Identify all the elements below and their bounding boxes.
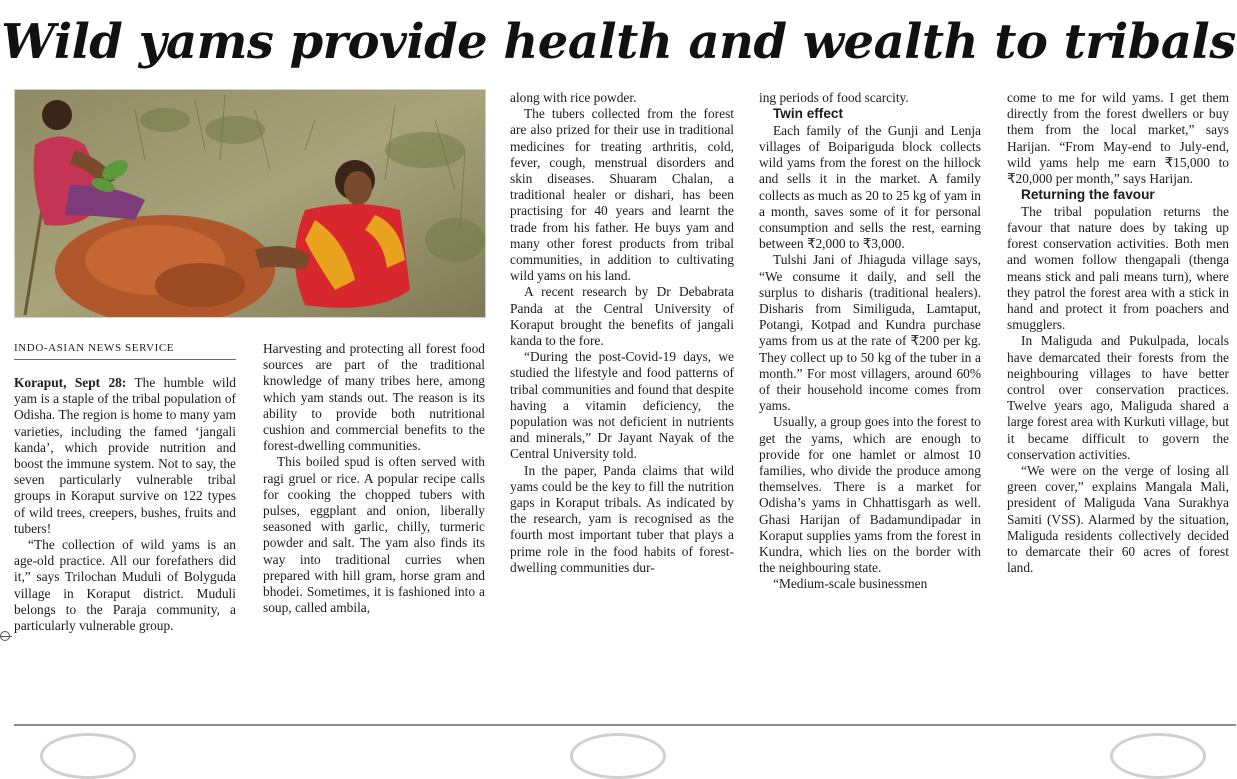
article-paragraph: The tribal population returns the favour that nature does by taking up forest conservation activities. Both men and women follow thengapali (thenga means stick and pali means turn), where they patrol the forest area with a stick in hand and protect it from poachers and smugglers. bbox=[1007, 203, 1229, 333]
article-paragraph: ing periods of food scarcity. bbox=[759, 90, 909, 105]
article-paragraph bbox=[14, 375, 236, 537]
article-paragraph: A recent research by Dr Debabrata Panda at the Central University of Koraput brought the benefits of jangali kanda to the fore. bbox=[510, 284, 734, 349]
article-column-2 bbox=[263, 341, 485, 700]
dateline: Koraput, Sept 28: bbox=[14, 375, 127, 390]
article-paragraph: “Medium-scale businessmen bbox=[773, 576, 928, 592]
page-bottom-divider bbox=[14, 724, 1236, 726]
article-paragraph: Tulshi Jani of Jhiaguda village says, “We consume it daily, and sell the surplus to disharis (traditional healers). Disharis from Similiguda, Lamtaput, Potangi, Kotpad and Kundra purchase yams from us at the rate of ₹200 per kg. They collect up to 50 kg of the tuber in a month.” For most villagers, around 60% of their household income comes from yams. bbox=[759, 252, 981, 414]
bottom-decorative-circle bbox=[40, 733, 136, 779]
article-paragraph: come to me for wild yams. I get them directly from the forest dwellers or buy them from the local market,” says Harijan. “From May-end to July-end, wild yams help me earn ₹15,000 to ₹20,000 per month,” says Harijan. bbox=[1007, 90, 1229, 187]
article-paragraph: In Maliguda and Pukulpada, locals have demarcated their forests from the neighbouring villages to have better control over conservation practices. Twelve years ago, Maliguda shared a large forest area with Kurkuti village, but it became difficult to govern the conservation activities. bbox=[1007, 333, 1229, 462]
article-paragraph: Harvesting and protecting all forest food sources are part of the traditional knowledge of many tribes here, among which yam stands out. The reason is its ability to provide both nutritional cushion and commercial benefits to the forest-dwelling communities. bbox=[263, 341, 485, 454]
article-paragraph: along with rice powder. bbox=[510, 90, 637, 105]
article-column-3 bbox=[510, 90, 734, 700]
article-paragraph: The tubers collected from the forest are also prized for their use in traditional medicines for treating arthritis, cold, fever, cough, menstrual disorders and skin diseases. Shuaram Chalan, a traditional healer or dishari, has been practising for 40 years and learnt the trade from his father. He buys yam and many other forest products from tribal communities, in addition to cultivating wild yams on his land. bbox=[510, 106, 734, 284]
lead-text: The humble wild yam is a staple of the tribal population of Odisha. The region is home to many yam varieties, including the famed ‘jangali kanda’, which provide nutrition and boost the immune system. Not to say, the seven particularly vulnerable tribal groups in Koraput survive on 122 types of wild trees, creepers, bushes, fruits and tubers! bbox=[14, 375, 236, 536]
article-column-1 bbox=[14, 375, 236, 700]
margin-marker-line bbox=[0, 636, 12, 637]
article-paragraph: “The collection of wild yams is an age-old practice. All our forefathers did it,” says Trilochan Muduli of Bolyguda village in Koraput district. Muduli belongs to the Paraja community, a particularly vulnerable group. bbox=[14, 537, 236, 634]
article-column-5 bbox=[1007, 90, 1229, 700]
article-column-4 bbox=[759, 90, 981, 700]
article-paragraph: “During the post-Covid-19 days, we studied the lifestyle and food patterns of tribal communities and found that despite having a vitamin deficiency, the population was not deficient in nutrients and minerals,” Dr Jayant Nayak of the Central University told. bbox=[510, 349, 734, 462]
news-agency-credit: INDO-ASIAN NEWS SERVICE bbox=[14, 342, 175, 354]
article-paragraph: “We were on the verge of losing all green cover,” explains Mangala Mali, president of Maliguda Vana Surakhya Samiti (VSS). Alarmed by the situation, Maliguda residents collectively decided to demarcate their 60 acres of forest land. bbox=[1007, 462, 1229, 576]
article-paragraph: In the paper, Panda claims that wild yams could be the key to fill the nutrition gaps in Koraput tribals. As indicated by the research, yam is recognised as the fourth most important tuber that plays a prime role in the food habits of forest-dwelling communities dur- bbox=[510, 462, 734, 575]
article-paragraph: Each family of the Gunji and Lenja villages of Boipariguda block collects wild yams from the forest on the hillock and sells it in the market. A family collects as much as 20 to 25 kg of yam in a month, saves some of it for personal consumption and sells the rest, earning between ₹2,000 to ₹3,000. bbox=[759, 122, 981, 252]
bottom-decorative-circle bbox=[570, 733, 666, 779]
agency-divider bbox=[14, 359, 236, 360]
headline: Wild yams provide health and wealth to tribals bbox=[1, 14, 1236, 70]
subhead-twin-effect: Twin effect bbox=[773, 106, 843, 122]
bottom-decorative-circle bbox=[1110, 733, 1206, 779]
article-paragraph: Usually, a group goes into the forest to get the yams, which are enough to provide for one hamlet or almost 10 families, who divide the produce among themselves. There is a market for Odisha’s yams in Chhattisgarh as well. Ghasi Harijan of Badamundipadar in Koraput supplies yams from the forest in Kundra, which lies on the border with the neighbouring state. bbox=[759, 414, 981, 576]
subhead-returning-the-favour: Returning the favour bbox=[1021, 187, 1155, 203]
article-paragraph: This boiled spud is often served with ragi gruel or rice. A popular recipe calls for cooking the chopped tubers with pulses, eggplant and onion, liberally seasoned with garlic, chilly, turmeric powder and salt. The yam also finds its way into traditional curries when prepared with hill gram, horse gram and bhodei. Sometimes, it is fashioned into a soup, called ambila, bbox=[263, 454, 485, 616]
tribal-women-digging-yams-photo bbox=[14, 89, 486, 318]
